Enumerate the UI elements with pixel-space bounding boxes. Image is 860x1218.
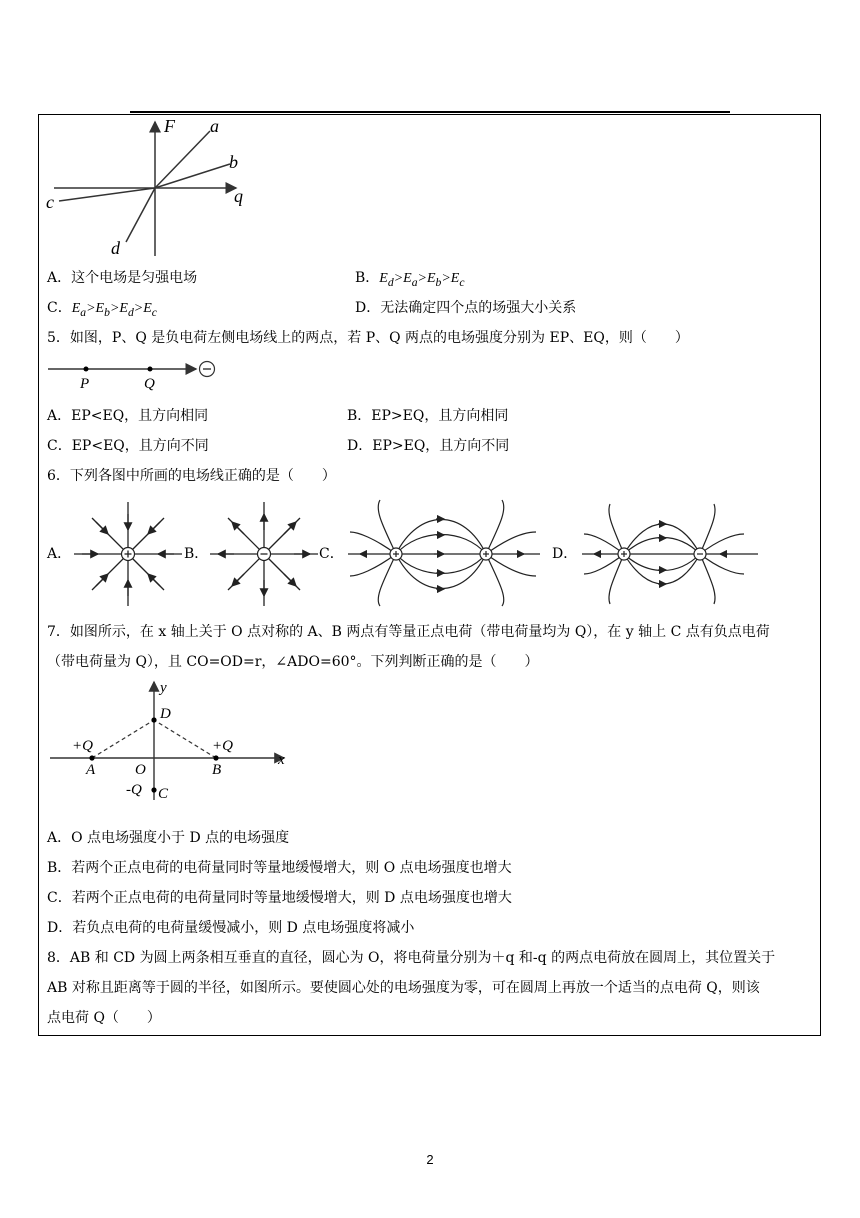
fq-label-b: b [229,152,238,172]
fq-graph [44,116,264,260]
fq-label-a: a [210,116,219,136]
q6-figure-b [206,500,322,608]
q6-stem: 6．下列各图中所画的电场线正确的是（ ） [47,468,336,484]
q7-label-plusQ-left: +Q [72,738,93,754]
q7-stem-line1: 7．如图所示，在 x 轴上关于 O 点对称的 A、B 两点有等量正点电荷（带电荷量均为 Q），在 y 轴上 C 点有负点电荷 [47,624,770,640]
q4-option-c-prefix: C． [47,300,72,316]
q5-option-a: A．EP<EQ，且方向相同 [47,408,209,424]
q7-stem-line2: （带电荷量为 Q），且 CO=OD=r，∠ADO=60°。下列判断正确的是（ ） [47,654,539,670]
q4-option-d: D．无法确定四个点的场强大小关系 [355,300,577,316]
q7-option-b: B．若两个正点电荷的电荷量同时等量地缓慢增大，则 O 点电场强度也增大 [47,860,512,876]
q5-option-c: C．EP<EQ，且方向不同 [47,438,209,454]
q5-option-d: D．EP>EQ，且方向不同 [347,438,510,454]
fq-label-d: d [111,238,120,258]
q6-label-c: C． [319,546,344,562]
q4-option-b-prefix: B． [355,270,380,286]
q7-label-D: D [160,706,171,722]
q4-option-b: B．$E_d>E_a>E_b>E_c$ [355,270,465,289]
q7-label-minusQ: -Q [126,782,142,798]
page-number: 2 [426,1152,434,1167]
q8-line1: 8．AB 和 CD 为圆上两条相互垂直的直径，圆心为 O，将电荷量分别为＋q 和-q 的两点电荷放在圆周上，其位置关于 [47,950,776,966]
q7-label-A: A [86,762,96,778]
q8-line2: AB 对称且距离等于圆的半径，如图所示。要使圆心处的电场强度为零，可在圆周上再放一个适当的点电荷 Q，则该 [47,980,760,996]
q7-label-C: C [158,786,169,802]
q7-option-c: C．若两个正点电荷的电荷量同时等量地缓慢增大，则 D 点电场强度也增大 [47,890,512,906]
q7-axes-figure [46,678,296,802]
fq-label-c: c [46,192,54,212]
q7-option-a: A．O 点电场强度小于 D 点的电场强度 [47,830,290,846]
q5-option-b: B．EP>EQ，且方向相同 [347,408,509,424]
q6-label-b: B． [184,546,209,562]
q7-label-plusQ-right: +Q [212,738,233,754]
q6-label-d: D． [552,546,578,562]
q7-label-x: x [278,752,285,768]
q5-stem: 5．如图，P、Q 是负电荷左侧电场线上的两点，若 P、Q 两点的电场强度分别为 EP、EQ，则（ ） [47,330,689,346]
q6-figure-c [344,498,544,608]
q5-label-P: P [80,376,90,392]
q5-label-Q: Q [144,376,155,392]
fq-label-q: q [234,186,243,206]
q4-option-c: C．$E_a>E_b>E_d>E_c$ [47,300,157,319]
q6-figure-a [70,500,186,608]
q7-label-y: y [160,680,167,696]
q6-label-a: A． [47,546,72,562]
q5-field-line-figure [46,358,226,392]
fq-label-F: F [164,116,175,136]
q7-label-O: O [135,762,146,778]
q8-line3: 点电荷 Q（ ） [47,1010,161,1026]
q6-figure-d [578,500,762,606]
q7-option-d: D．若负点电荷的电荷量缓慢减小，则 D 点电场强度将减小 [47,920,415,936]
header-rule [130,111,730,113]
q4-option-a: A．这个电场是匀强电场 [47,270,198,286]
q7-label-B: B [212,762,222,778]
